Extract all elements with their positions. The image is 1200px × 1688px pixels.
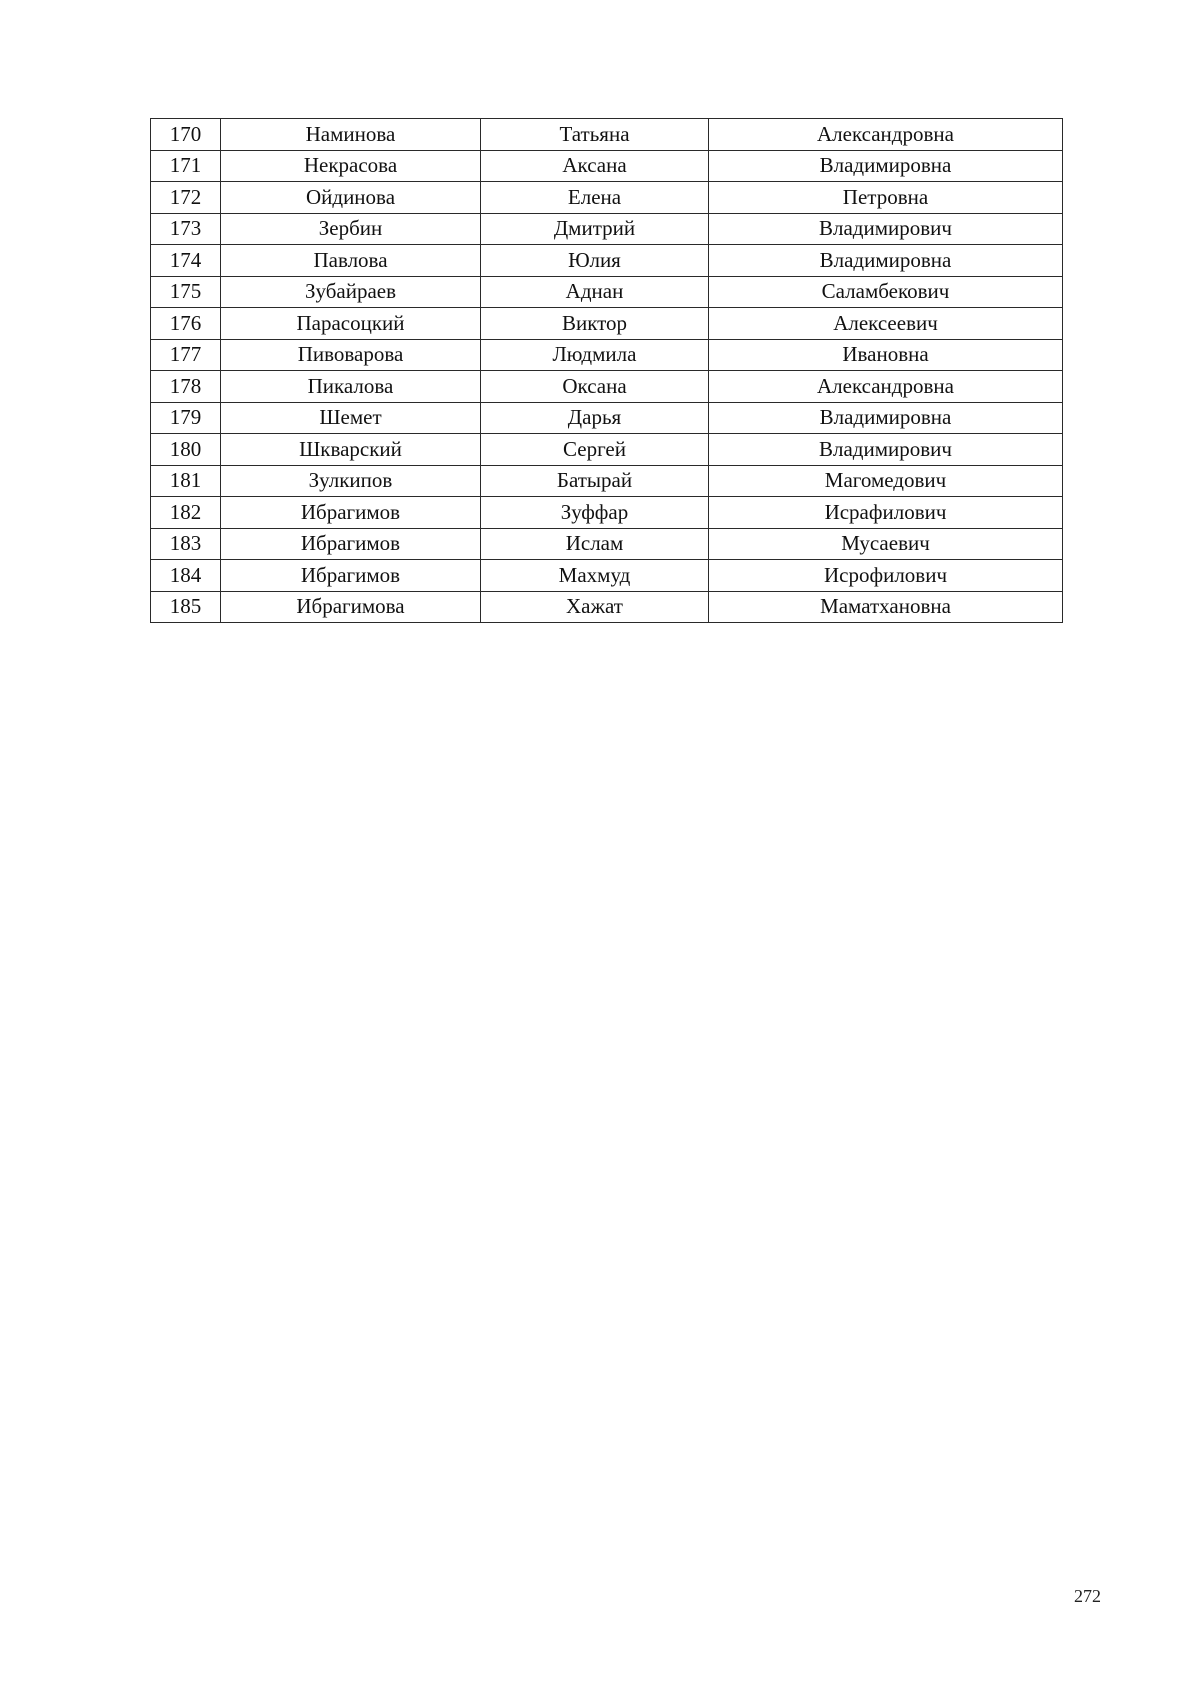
row-number-cell: 181 [151,465,221,497]
last-name-cell: Шкварский [221,434,481,466]
first-name-cell: Сергей [481,434,709,466]
last-name-cell: Зербин [221,213,481,245]
last-name-cell: Ибрагимов [221,497,481,529]
first-name-cell: Елена [481,182,709,214]
last-name-cell: Ибрагимова [221,591,481,623]
first-name-cell: Людмила [481,339,709,371]
row-number-cell: 185 [151,591,221,623]
table-row [151,213,1063,245]
last-name-cell: Шемет [221,402,481,434]
patronymic-cell: Мусаевич [709,528,1063,560]
table-row [151,528,1063,560]
first-name-cell: Татьяна [481,119,709,151]
table-row [151,308,1063,340]
table-row [151,402,1063,434]
row-number-cell: 176 [151,308,221,340]
last-name-cell: Зулкипов [221,465,481,497]
table-row [151,276,1063,308]
person-table [150,118,1063,623]
table-row [151,150,1063,182]
table-row [151,182,1063,214]
patronymic-cell: Алексеевич [709,308,1063,340]
last-name-cell: Наминова [221,119,481,151]
patronymic-cell: Ивановна [709,339,1063,371]
table-row [151,591,1063,623]
patronymic-cell: Исрафилович [709,497,1063,529]
first-name-cell: Зуффар [481,497,709,529]
row-number-cell: 183 [151,528,221,560]
last-name-cell: Ибрагимов [221,560,481,592]
table-row [151,119,1063,151]
first-name-cell: Дарья [481,402,709,434]
patronymic-cell: Александровна [709,119,1063,151]
last-name-cell: Парасоцкий [221,308,481,340]
patronymic-cell: Исрофилович [709,560,1063,592]
patronymic-cell: Владимировна [709,402,1063,434]
last-name-cell: Пикалова [221,371,481,403]
first-name-cell: Юлия [481,245,709,277]
patronymic-cell: Владимирович [709,434,1063,466]
last-name-cell: Ойдинова [221,182,481,214]
row-number-cell: 171 [151,150,221,182]
row-number-cell: 180 [151,434,221,466]
patronymic-cell: Маматхановна [709,591,1063,623]
table-row [151,560,1063,592]
row-number-cell: 172 [151,182,221,214]
last-name-cell: Пивоварова [221,339,481,371]
last-name-cell: Ибрагимов [221,528,481,560]
first-name-cell: Махмуд [481,560,709,592]
first-name-cell: Батырай [481,465,709,497]
row-number-cell: 173 [151,213,221,245]
last-name-cell: Зубайраев [221,276,481,308]
table-row [151,339,1063,371]
first-name-cell: Оксана [481,371,709,403]
row-number-cell: 175 [151,276,221,308]
row-number-cell: 170 [151,119,221,151]
patronymic-cell: Александровна [709,371,1063,403]
patronymic-cell: Владимирович [709,213,1063,245]
table-row [151,371,1063,403]
table-row [151,245,1063,277]
last-name-cell: Павлова [221,245,481,277]
first-name-cell: Виктор [481,308,709,340]
table-row [151,434,1063,466]
patronymic-cell: Магомедович [709,465,1063,497]
patronymic-cell: Петровна [709,182,1063,214]
row-number-cell: 174 [151,245,221,277]
row-number-cell: 182 [151,497,221,529]
row-number-cell: 177 [151,339,221,371]
patronymic-cell: Владимировна [709,245,1063,277]
patronymic-cell: Саламбекович [709,276,1063,308]
table-row [151,465,1063,497]
last-name-cell: Некрасова [221,150,481,182]
row-number-cell: 184 [151,560,221,592]
first-name-cell: Аксана [481,150,709,182]
first-name-cell: Хажат [481,591,709,623]
row-number-cell: 179 [151,402,221,434]
patronymic-cell: Владимировна [709,150,1063,182]
table-row [151,497,1063,529]
first-name-cell: Ислам [481,528,709,560]
first-name-cell: Аднан [481,276,709,308]
first-name-cell: Дмитрий [481,213,709,245]
row-number-cell: 178 [151,371,221,403]
page-number: 272 [1074,1586,1101,1606]
